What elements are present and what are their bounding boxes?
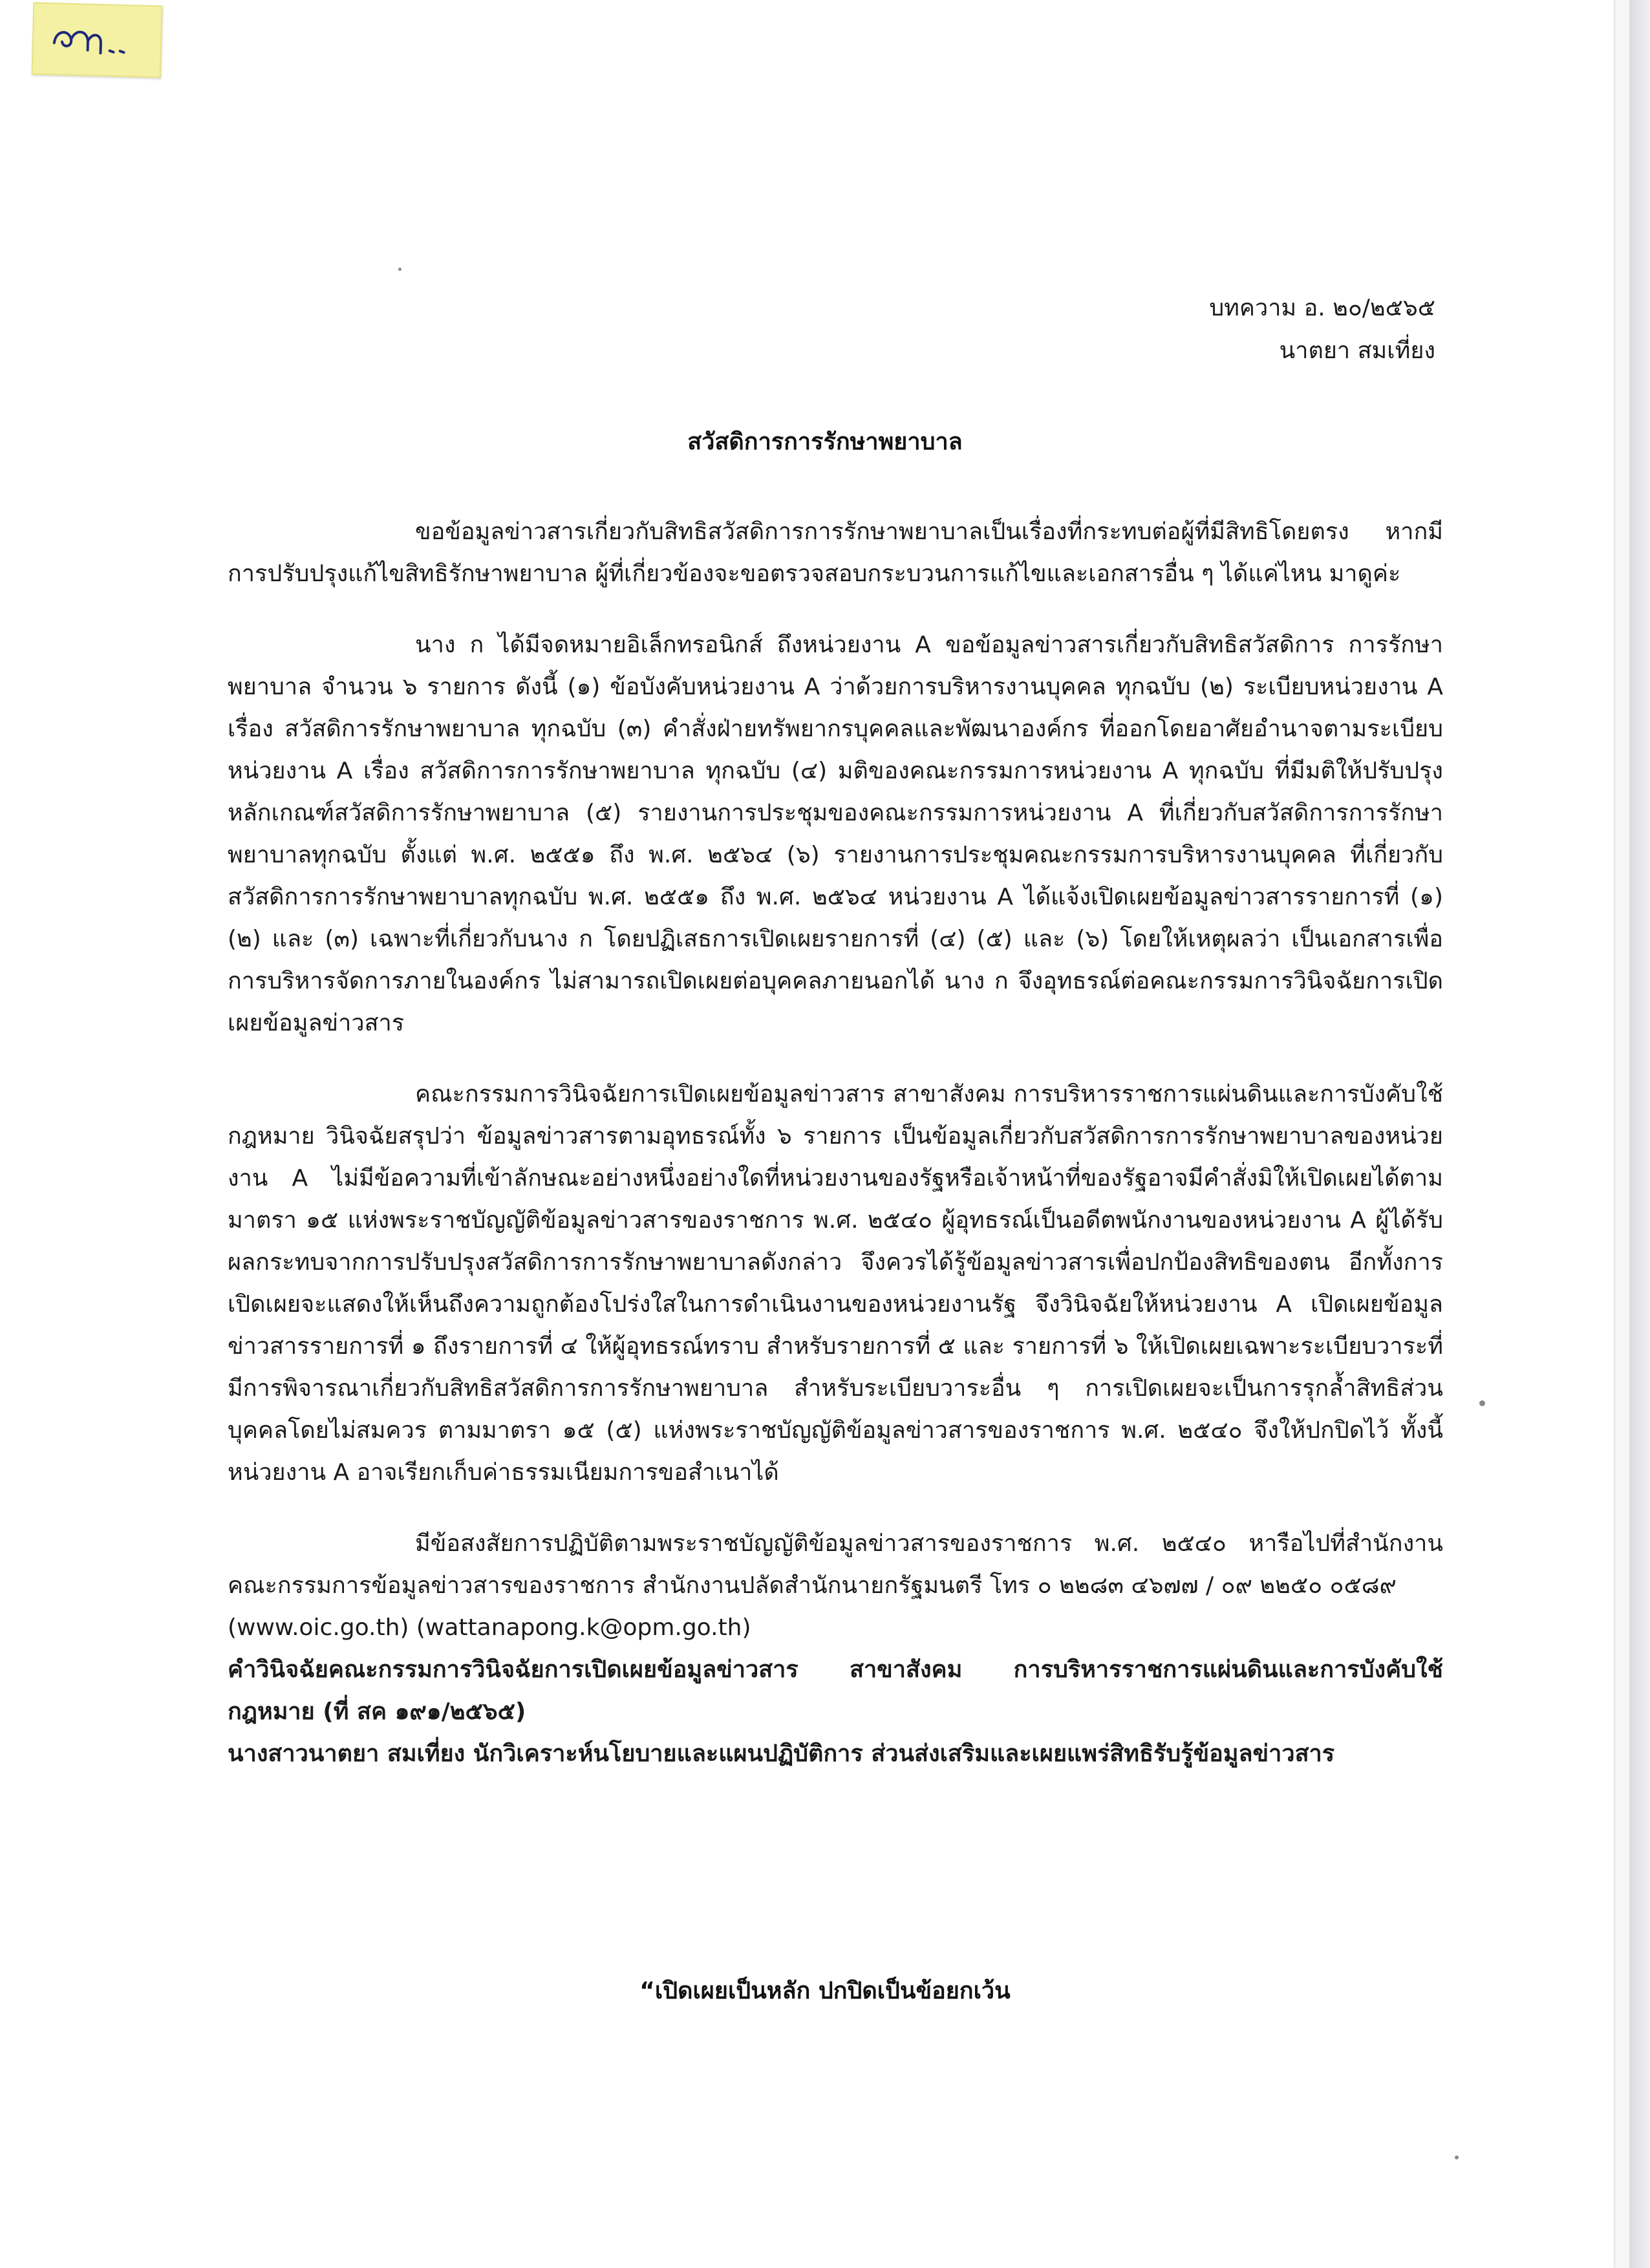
sticky-note	[32, 2, 163, 78]
article-reference: บทความ อ. ๒๐/๒๕๖๕	[1209, 295, 1435, 321]
article-author: นาตยา สมเที่ยง	[1279, 337, 1435, 364]
motto: “เปิดเผยเป็นหลัก ปกปิดเป็นข้อยกเว้น	[639, 1978, 1011, 2004]
ruling-reference: คำวินิจฉัยคณะกรรมการวินิจฉัยการเปิดเผยข้อมูลข่าวสาร สาขาสังคม การบริหารราชการแผ่นดินและการบังคับใช้กฎหมาย (ที่ สค ๑๙๑/๒๕๖๕)	[228, 1656, 1443, 1725]
author-line: นางสาวนาตยา สมเที่ยง นักวิเคราะห์นโยบายและแผนปฏิบัติการ ส่วนส่งเสริมและเผยแพร่สิทธิรับรู้ข้อมูลข่าวสาร	[228, 1740, 1335, 1767]
scan-speck	[1479, 1400, 1485, 1406]
scan-speck	[398, 268, 402, 271]
paragraph-contact: มีข้อสงสัยการปฏิบัติตามพระราชบัญญัติข้อมูลข่าวสารของราชการ พ.ศ. ๒๕๔๐ หารือไปที่สำนักงานคณะกรรมการข้อมูลข่าวสารของราชการ สำนักงานปลัดสำนักนายกรัฐมนตรี โทร ๐ ๒๒๘๓ ๔๖๗๗ / ๐๙ ๒๒๕๐ ๐๕๘๙	[228, 1530, 1443, 1599]
page-stack-edge	[1629, 0, 1650, 2268]
paragraph-case: นาง ก ได้มีจดหมายอิเล็กทรอนิกส์ ถึงหน่วยงาน A ขอข้อมูลข่าวสารเกี่ยวกับสิทธิสวัสดิการ การรักษาพยาบาล จำนวน ๖ รายการ ดังนี้ (๑) ข้อบังคับหน่วยงาน A ว่าด้วยการบริหารงานบุคคล ทุกฉบับ (๒) ระเบียบหน่วยงาน A เรื่อง สวัสดิการรักษาพยาบาล ทุกฉบับ (๓) คำสั่งฝ่ายทรัพยากรบุคคลและพัฒนาองค์กร ที่ออกโดยอาศัยอำนาจตามระเบียบหน่วยงาน A เรื่อง สวัสดิการการรักษาพยาบาล ทุกฉบับ (๔) มติของคณะกรรมการหน่วยงาน A ทุกฉบับ ที่มีมติให้ปรับปรุงหลักเกณฑ์สวัสดิการรักษาพยาบาล (๕) รายงานการประชุมของคณะกรรมการหน่วยงาน A ที่เกี่ยวกับสวัสดิการการรักษาพยาบาลทุกฉบับ ตั้งแต่ พ.ศ. ๒๕๕๑ ถึง พ.ศ. ๒๕๖๔ (๖) รายงานการประชุมคณะกรรมการบริหารงานบุคคล ที่เกี่ยวกับสวัสดิการการรักษาพยาบาลทุกฉบับ พ.ศ. ๒๕๕๑ ถึง พ.ศ. ๒๕๖๔ หน่วยงาน A ได้แจ้งเปิดเผยข้อมูลข่าวสารรายการที่ (๑) (๒) และ (๓) เฉพาะที่เกี่ยวกับนาง ก โดยปฏิเสธการเปิดเผยรายการที่ (๔) (๕) และ (๖) โดยให้เหตุผลว่า เป็นเอกสารเพื่อการบริหารจัดการภายในองค์กร ไม่สามารถเปิดเผยต่อบุคคลภายนอกได้ นาง ก จึงอุทธรณ์ต่อคณะกรรมการวินิจฉัยการเปิดเผยข้อมูลข่าวสาร	[228, 632, 1444, 1036]
paragraph-intro: ขอข้อมูลข่าวสารเกี่ยวกับสิทธิสวัสดิการการรักษาพยาบาลเป็นเรื่องที่กระทบต่อผู้ที่มีสิทธิโดยตรง หากมีการปรับปรุงแก้ไขสิทธิรักษาพยาบาล ผู้ที่เกี่ยวข้องจะขอตรวจสอบกระบวนการแก้ไขและเอกสารอื่น ๆ ได้แค่ไหน มาดูค่ะ	[228, 519, 1443, 587]
handwritten-note-mark	[48, 17, 147, 62]
paragraph-ruling: คณะกรรมการวินิจฉัยการเปิดเผยข้อมูลข่าวสาร สาขาสังคม การบริหารราชการแผ่นดินและการบังคับใช้กฎหมาย วินิจฉัยสรุปว่า ข้อมูลข่าวสารตามอุทธรณ์ทั้ง ๖ รายการ เป็นข้อมูลเกี่ยวกับสวัสดิการการรักษาพยาบาลของหน่วยงาน A ไม่มีข้อความที่เข้าลักษณะอย่างหนึ่งอย่างใดที่หน่วยงานของรัฐหรือเจ้าหน้าที่ของรัฐอาจมีคำสั่งมิให้เปิดเผยได้ตามมาตรา ๑๕ แห่งพระราชบัญญัติข้อมูลข่าวสารของราชการ พ.ศ. ๒๕๔๐ ผู้อุทธรณ์เป็นอดีตพนักงานของหน่วยงาน A ผู้ได้รับผลกระทบจากการปรับปรุงสวัสดิการการรักษาพยาบาลดังกล่าว จึงควรได้รู้ข้อมูลข่าวสารเพื่อปกป้องสิทธิของตน อีกทั้งการเปิดเผยจะแสดงให้เห็นถึงความถูกต้องโปร่งใสในการดำเนินงานของหน่วยงานรัฐ จึงวินิจฉัยให้หน่วยงาน A เปิดเผยข้อมูลข่าวสารรายการที่ ๑ ถึงรายการที่ ๔ ให้ผู้อุทธรณ์ทราบ สำหรับรายการที่ ๕ และ รายการที่ ๖ ให้เปิดเผยเฉพาะระเบียบวาระที่มีการพิจารณาเกี่ยวกับสิทธิสวัสดิการการรักษาพยาบาล สำหรับระเบียบวาระอื่น ๆ การเปิดเผยจะเป็นการรุกล้ำสิทธิส่วนบุคคลโดยไม่สมควร ตามมาตรา ๑๕ (๕) แห่งพระราชบัญญัติข้อมูลข่าวสารของราชการ พ.ศ. ๒๕๔๐ จึงให้ปกปิดไว้ ทั้งนี้หน่วยงาน A อาจเรียกเก็บค่าธรรมเนียมการขอสำเนาได้	[228, 1081, 1443, 1486]
document-body	[228, 511, 1443, 1775]
document-title: สวัสดิการการรักษาพยาบาล	[687, 429, 963, 455]
article-header	[1209, 287, 1435, 372]
contact-links: (www.oic.go.th) (wattanapong.k@opm.go.th)	[228, 1614, 751, 1641]
scan-speck	[1455, 2156, 1459, 2159]
